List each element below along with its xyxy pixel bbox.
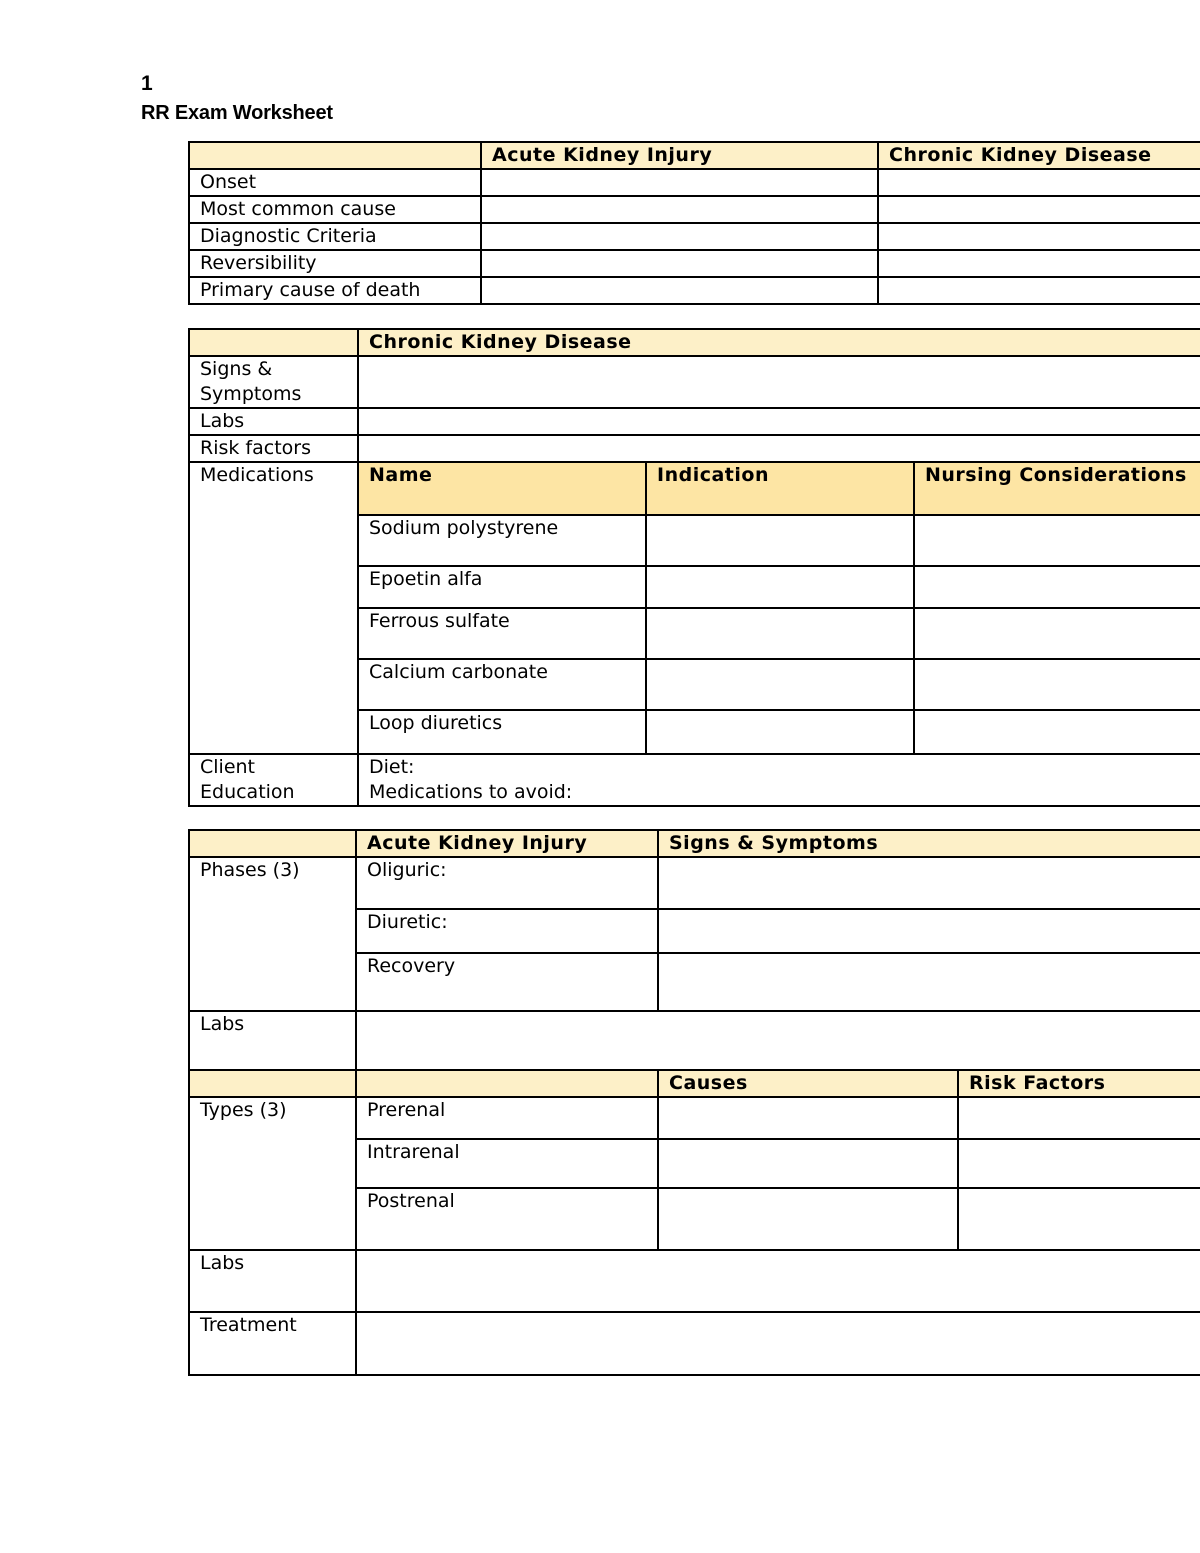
table-row [189, 169, 1200, 196]
medications-cell [358, 462, 1200, 754]
type-causes-cell[interactable] [658, 1097, 958, 1139]
type-name: Intrarenal [356, 1139, 658, 1188]
cell-aki-death[interactable] [481, 277, 878, 304]
med-header-name: Name [359, 463, 646, 515]
med-header-row [359, 463, 1200, 515]
type-causes-cell[interactable] [658, 1139, 958, 1188]
med-row [359, 515, 1200, 566]
table-row [189, 250, 1200, 277]
table-row [189, 1011, 1200, 1070]
cell-labs2[interactable] [356, 1250, 1200, 1312]
row-label-types: Types (3) [189, 1097, 356, 1250]
med-row [359, 608, 1200, 659]
row-label-onset: Onset [189, 169, 481, 196]
table-row [189, 857, 1200, 909]
phase-name: Diuretic: [356, 909, 658, 953]
med-name: Ferrous sulfate [359, 608, 646, 659]
cell-ckd-onset[interactable] [878, 169, 1200, 196]
row-label-labs2: Labs [189, 1250, 356, 1312]
row-label-medications: Medications [189, 462, 358, 754]
cell-ckd-death[interactable] [878, 277, 1200, 304]
table-header-row [189, 142, 1200, 169]
header-cell-ckd: Chronic Kidney Disease [358, 329, 1200, 356]
cell-aki-criteria[interactable] [481, 223, 878, 250]
header-cell-causes: Causes [658, 1070, 958, 1097]
phase-name: Oliguric: [356, 857, 658, 909]
phase-signs-cell[interactable] [658, 953, 1200, 1011]
row-label-signs: Signs & Symptoms [189, 356, 358, 408]
med-indication-cell[interactable] [646, 608, 914, 659]
type-name: Postrenal [356, 1188, 658, 1250]
header-cell-aki: Acute Kidney Injury [481, 142, 878, 169]
page-number: 1 [141, 72, 153, 95]
table-row [189, 408, 1200, 435]
table-row [189, 462, 1200, 754]
type-risk-cell[interactable] [958, 1097, 1200, 1139]
phase-name: Recovery [356, 953, 658, 1011]
table-row [189, 356, 1200, 408]
med-nursing-cell[interactable] [914, 608, 1200, 659]
type-risk-cell[interactable] [958, 1188, 1200, 1250]
table-header-row [189, 329, 1200, 356]
row-label-education: Client Education [189, 754, 358, 806]
cell-aki-reversibility[interactable] [481, 250, 878, 277]
education-avoid: Medications to avoid: [369, 781, 573, 803]
table-row [189, 1097, 1200, 1139]
med-indication-cell[interactable] [646, 566, 914, 608]
cell-risk[interactable] [358, 435, 1200, 462]
med-indication-cell[interactable] [646, 659, 914, 710]
header-cell-signs: Signs & Symptoms [658, 830, 1200, 857]
row-label-labs: Labs [189, 1011, 356, 1070]
cell-labs[interactable] [356, 1011, 1200, 1070]
header-cell-ckd: Chronic Kidney Disease [878, 142, 1200, 169]
med-header-nursing: Nursing Considerations [914, 463, 1200, 515]
row-label-reversibility: Reversibility [189, 250, 481, 277]
table-row [189, 435, 1200, 462]
table-header-row [189, 1070, 1200, 1097]
header-cell-blank [356, 1070, 658, 1097]
ckd-table [188, 328, 1200, 807]
row-label-death: Primary cause of death [189, 277, 481, 304]
row-label-labs: Labs [189, 408, 358, 435]
header-cell-blank [189, 830, 356, 857]
cell-ckd-criteria[interactable] [878, 223, 1200, 250]
med-nursing-cell[interactable] [914, 515, 1200, 566]
cell-aki-cause[interactable] [481, 196, 878, 223]
med-row [359, 710, 1200, 753]
med-indication-cell[interactable] [646, 710, 914, 753]
type-risk-cell[interactable] [958, 1139, 1200, 1188]
row-label-risk: Risk factors [189, 435, 358, 462]
row-label-criteria: Diagnostic Criteria [189, 223, 481, 250]
cell-signs[interactable] [358, 356, 1200, 408]
phase-signs-cell[interactable] [658, 857, 1200, 909]
document-title: RR Exam Worksheet [141, 102, 333, 124]
med-nursing-cell[interactable] [914, 710, 1200, 753]
header-cell-risk: Risk Factors [958, 1070, 1200, 1097]
med-header-indication: Indication [646, 463, 914, 515]
med-name: Sodium polystyrene [359, 515, 646, 566]
med-nursing-cell[interactable] [914, 659, 1200, 710]
table-row [189, 754, 1200, 806]
table-row [189, 277, 1200, 304]
med-nursing-cell[interactable] [914, 566, 1200, 608]
aki-table [188, 829, 1200, 1376]
table-row [189, 1312, 1200, 1375]
phase-signs-cell[interactable] [658, 909, 1200, 953]
medications-table [359, 463, 1200, 753]
row-label-treatment: Treatment [189, 1312, 356, 1375]
cell-ckd-reversibility[interactable] [878, 250, 1200, 277]
header-cell-blank [189, 1070, 356, 1097]
med-row [359, 566, 1200, 608]
table-header-row [189, 830, 1200, 857]
row-label-cause: Most common cause [189, 196, 481, 223]
education-diet: Diet: [369, 756, 415, 778]
table-row [189, 223, 1200, 250]
cell-treatment[interactable] [356, 1312, 1200, 1375]
cell-education[interactable] [358, 754, 1200, 806]
type-name: Prerenal [356, 1097, 658, 1139]
type-causes-cell[interactable] [658, 1188, 958, 1250]
med-indication-cell[interactable] [646, 515, 914, 566]
row-label-phases: Phases (3) [189, 857, 356, 1011]
med-name: Calcium carbonate [359, 659, 646, 710]
header-cell-blank [189, 329, 358, 356]
cell-labs[interactable] [358, 408, 1200, 435]
med-name: Epoetin alfa [359, 566, 646, 608]
comparison-table [188, 141, 1200, 305]
cell-ckd-cause[interactable] [878, 196, 1200, 223]
header-cell-blank [189, 142, 481, 169]
header-cell-aki: Acute Kidney Injury [356, 830, 658, 857]
med-row [359, 659, 1200, 710]
med-name: Loop diuretics [359, 710, 646, 753]
table-row [189, 196, 1200, 223]
cell-aki-onset[interactable] [481, 169, 878, 196]
table-row [189, 1250, 1200, 1312]
